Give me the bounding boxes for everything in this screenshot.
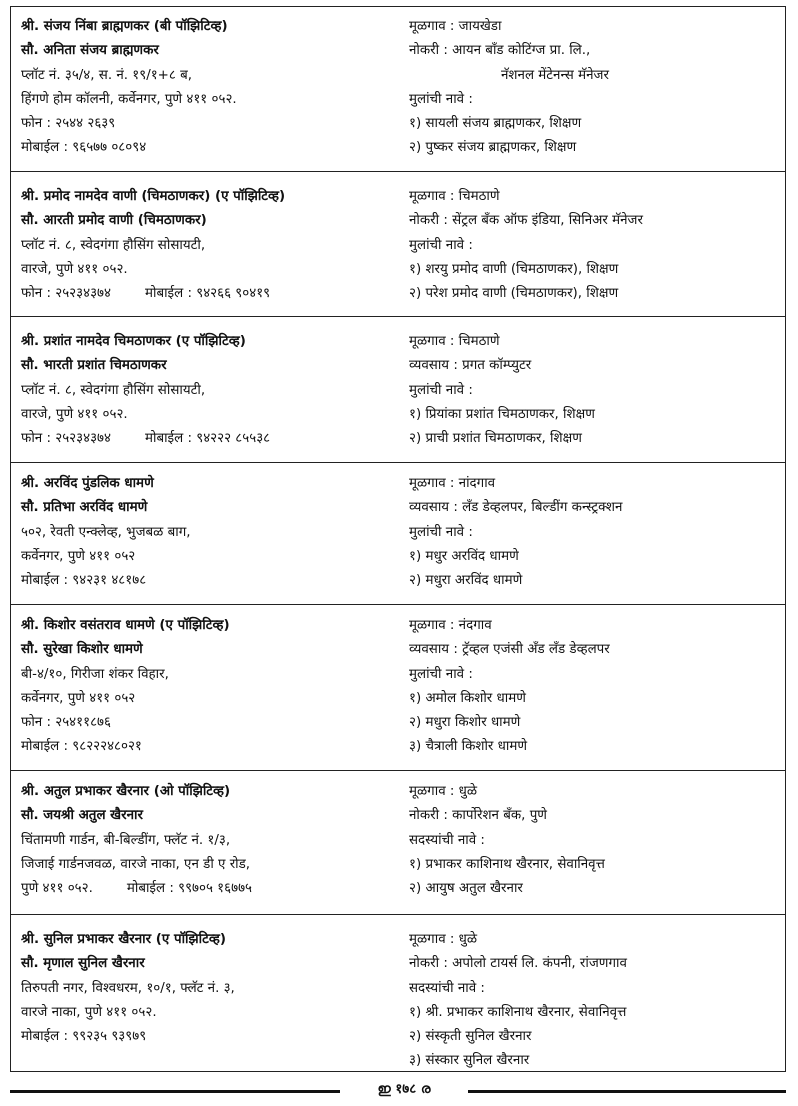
native-place: मूळगाव : धुळे [409, 784, 478, 799]
family-entry [11, 604, 785, 770]
entry-left-column [21, 472, 401, 593]
child-name: २) पुष्कर संजय ब्राह्मणकर, शिक्षण [409, 140, 577, 156]
husband-name: श्री. संजय निंबा ब्राह्मणकर (बी पॉझिटिव्ह) [21, 19, 228, 34]
entry-left-column [21, 185, 401, 306]
child-name: २) मधुरा अरविंद धामणे [409, 573, 523, 589]
mobile: मोबाईल : ९४२३१ ४८१७८ [21, 573, 147, 589]
native-place: मूळगाव : धुळे [409, 932, 478, 947]
occupation: व्यवसाय : प्रगत कॉम्प्युटर [409, 358, 532, 374]
entry-right-column [409, 780, 779, 901]
family-entry [11, 770, 785, 914]
husband-name: श्री. किशोर वसंतराव धामणे (ए पॉझिटिव्ह) [21, 618, 230, 633]
family-entry [11, 914, 785, 1073]
mobile: मोबाईल : ९४२२२ ८५५३८ [144, 431, 271, 447]
entry-right-column [409, 614, 779, 760]
child-name: २) मधुरा किशोर धामणे [409, 715, 521, 731]
directory-frame [10, 6, 786, 1072]
entry-right-column [409, 928, 779, 1074]
children-heading: मुलांची नावे : [409, 524, 473, 540]
page-footer [10, 1080, 786, 1100]
native-place: मूळगाव : जायखेडा [409, 19, 502, 34]
native-place: मूळगाव : चिमठाणे [409, 189, 500, 204]
address-line: तिरुपती नगर, विश्वधरम, १०/१, फ्लॅट नं. ३, [21, 980, 235, 996]
phone: फोन : २५२३४३७४ [21, 286, 111, 302]
native-place: मूळगाव : चिमठाणे [409, 334, 500, 349]
address-line: वारजे नाका, पुणे ४११ ०५२. [21, 1004, 157, 1020]
entry-right-column [409, 330, 779, 451]
members-heading: सदस्यांची नावे : [409, 980, 485, 996]
footer-rule-right [468, 1090, 786, 1093]
husband-name: श्री. प्रमोद नामदेव वाणी (चिमठाणकर) (ए पॉझिटिव्ह) [21, 189, 286, 204]
child-name: १) मधुर अरविंद धामणे [409, 548, 519, 564]
address-mobile-line [21, 877, 401, 901]
phone: फोन : २५४११८७६ [21, 715, 111, 731]
entry-left-column [21, 928, 401, 1049]
entry-left-column [21, 780, 401, 901]
children-heading: मुलांची नावे : [409, 237, 473, 253]
entry-left-column [21, 15, 401, 161]
native-place: मूळगाव : नांदगाव [409, 476, 496, 491]
child-name: १) अमोल किशोर धामणे [409, 690, 526, 706]
address-line: पुणे ४११ ०५२. [21, 881, 93, 897]
wife-name: सौ. आरती प्रमोद वाणी (चिमठाणकर) [21, 213, 207, 229]
family-entry [11, 7, 785, 159]
address-line: प्लॉट नं. ८, स्वेदगंगा हौसिंग सोसायटी, [21, 382, 206, 398]
page-number: १७८ [395, 1082, 417, 1097]
occupation: नोकरी : कार्पोरेशन बँक, पुणे [409, 808, 547, 824]
footer-rule-left [10, 1090, 340, 1093]
husband-name: श्री. प्रशांत नामदेव चिमठाणकर (ए पॉझिटिव्ह) [21, 334, 246, 349]
children-heading: मुलांची नावे : [409, 666, 473, 682]
page-number-block [340, 1080, 468, 1100]
address-line: प्लॉट नं. ३५/४, स. नं. १९/१+८ ब, [21, 67, 193, 83]
husband-name: श्री. सुनिल प्रभाकर खैरनार (ए पॉझिटिव्ह) [21, 932, 226, 947]
ornament-right-icon: ര [420, 1082, 431, 1097]
address-line: वारजे, पुणे ४११ ०५२. [21, 261, 128, 277]
phone-mobile-line [21, 427, 401, 451]
wife-name: सौ. भारती प्रशांत चिमठाणकर [21, 358, 167, 374]
occupation: नोकरी : अपोलो टायर्स लि. कंपनी, रांजणगाव [409, 956, 627, 972]
address-line: कर्वेनगर, पुणे ४११ ०५२ [21, 548, 136, 564]
entry-left-column [21, 330, 401, 451]
address-line: हिंगणे होम कॉलनी, कर्वेनगर, पुणे ४११ ०५२. [21, 91, 237, 107]
child-name: ३) चैत्राली किशोर धामणे [409, 739, 528, 755]
child-name: १) प्रियांका प्रशांत चिमठाणकर, शिक्षण [409, 406, 595, 422]
occupation: व्यवसाय : ट्रॅव्हल एजंसी अँड लँड डेव्हलपर [409, 642, 610, 658]
mobile: मोबाईल : ९९७०५ १६७७५ [126, 881, 252, 897]
member-name: २) आयुष अतुल खैरनार [409, 881, 523, 897]
native-place: मूळगाव : नंदगाव [409, 618, 492, 633]
family-entry [11, 462, 785, 604]
member-name: २) संस्कृती सुनिल खैरनार [409, 1029, 532, 1045]
address-line: बी-४/१०, गिरीजा शंकर विहार, [21, 666, 169, 682]
child-name: १) सायली संजय ब्राह्मणकर, शिक्षण [409, 116, 582, 132]
occupation: नोकरी : आयन बॉंड कोटिंग्ज प्रा. लि., [409, 43, 591, 59]
wife-name: सौ. अनिता संजय ब्राह्मणकर [21, 43, 159, 59]
entry-right-column [409, 15, 779, 161]
address-line: प्लॉट नं. ८, स्वेदगंगा हौसिंग सोसायटी, [21, 237, 206, 253]
entry-right-column [409, 185, 779, 306]
members-heading: सदस्यांची नावे : [409, 832, 485, 848]
family-entry [11, 316, 785, 462]
wife-name: सौ. प्रतिभा अरविंद धामणे [21, 500, 148, 516]
member-name: ३) संस्कार सुनिल खैरनार [409, 1053, 530, 1069]
husband-name: श्री. अरविंद पुंडलिक धामणे [21, 476, 154, 491]
address-line: ५०२, रेवती एन्क्लेव्ह, भुजबळ बाग, [21, 524, 191, 540]
phone: फोन : २५२३४३७४ [21, 431, 111, 447]
children-heading: मुलांची नावे : [409, 382, 473, 398]
child-name: २) परेश प्रमोद वाणी (चिमठाणकर), शिक्षण [409, 286, 619, 302]
child-name: २) प्राची प्रशांत चिमठाणकर, शिक्षण [409, 431, 582, 447]
member-name: १) श्री. प्रभाकर काशिनाथ खैरनार, सेवानिवृत्त [409, 1004, 627, 1020]
wife-name: सौ. सुरेखा किशोर धामणे [21, 642, 143, 658]
child-name: १) शरयु प्रमोद वाणी (चिमठाणकर), शिक्षण [409, 261, 619, 277]
member-name: १) प्रभाकर काशिनाथ खैरनार, सेवानिवृत्त [409, 856, 605, 872]
husband-name: श्री. अतुल प्रभाकर खैरनार (ओ पॉझिटिव्ह) [21, 784, 231, 799]
mobile: मोबाईल : ९९२३५ ९३९७९ [21, 1029, 147, 1045]
address-line: चिंतामणी गार्डन, बी-बिल्डींग, फ्लॅट नं. १/३, [21, 832, 231, 848]
ornament-left-icon: ഇ [377, 1082, 391, 1097]
address-line: वारजे, पुणे ४११ ०५२. [21, 406, 128, 422]
wife-name: सौ. मृणाल सुनिल खैरनार [21, 956, 145, 972]
family-entry [11, 171, 785, 316]
children-heading: मुलांची नावे : [409, 91, 473, 107]
phone-mobile-line [21, 282, 401, 306]
address-line: जिजाई गार्डनजवळ, वारजे नाका, एन डी ए रोड, [21, 856, 251, 872]
address-line: कर्वेनगर, पुणे ४११ ०५२ [21, 690, 136, 706]
mobile: मोबाईल : ९८२२२४८०२१ [21, 739, 142, 755]
mobile: मोबाईल : ९४२६६ ९०४१९ [144, 286, 271, 302]
occupation: व्यवसाय : लँड डेव्हलपर, बिल्डींग कन्स्ट्रक्शन [409, 500, 623, 516]
occupation: नोकरी : सेंट्रल बँक ऑफ इंडिया, सिनिअर मॅनेजर [409, 213, 643, 229]
mobile: मोबाईल : ९६५७७ ०८०९४ [21, 140, 147, 156]
wife-name: सौ. जयश्री अतुल खैरनार [21, 808, 143, 824]
occupation-designation: नॅशनल मेंटेनन्स मॅनेजर [501, 67, 609, 83]
entry-left-column [21, 614, 401, 760]
phone: फोन : २५४४ २६३९ [21, 116, 116, 132]
entry-right-column [409, 472, 779, 593]
